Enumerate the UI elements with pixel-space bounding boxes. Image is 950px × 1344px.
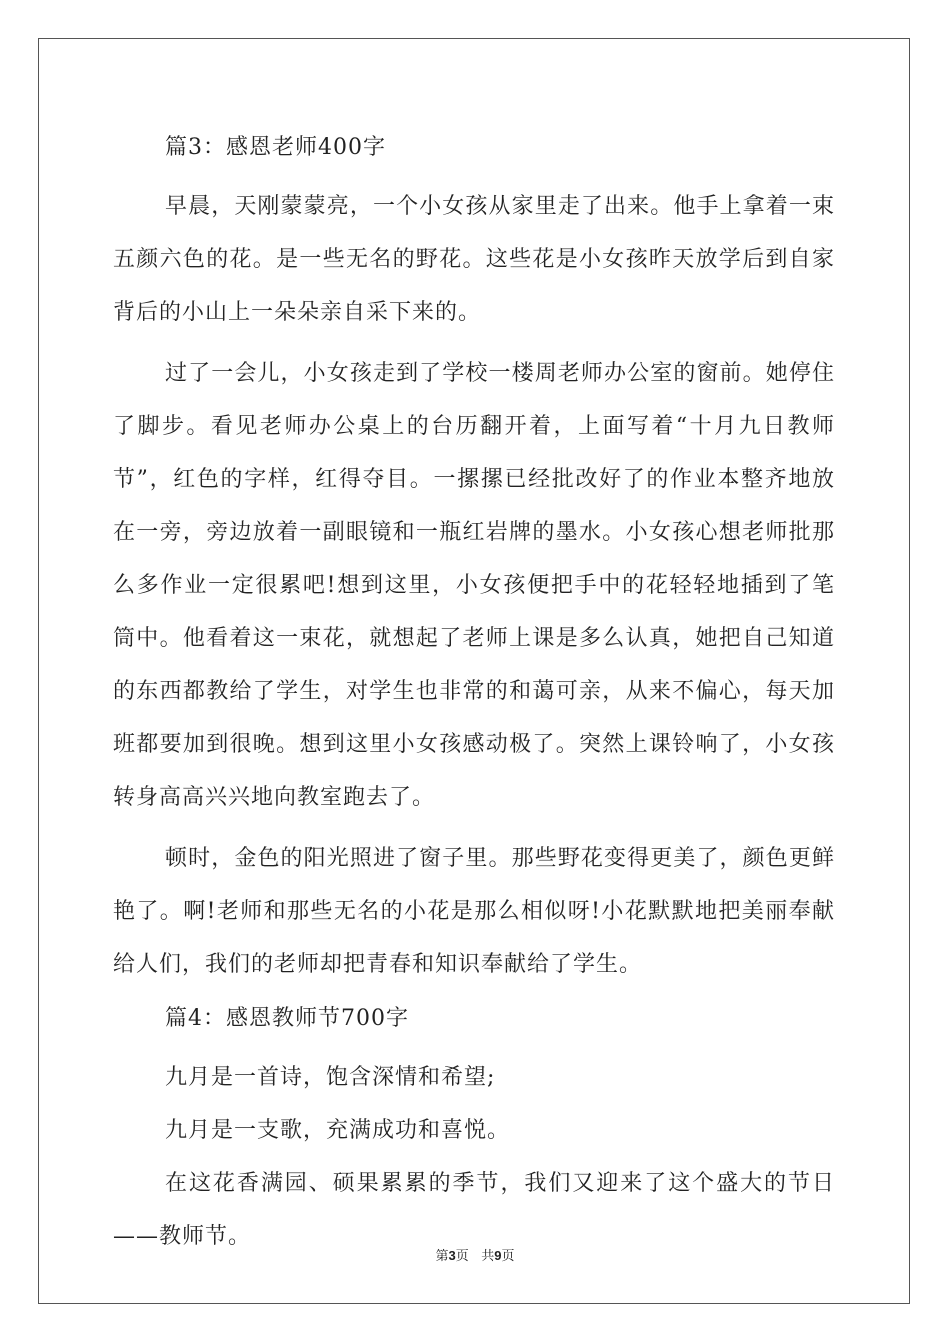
- footer-page-number: 3: [448, 1248, 456, 1263]
- section-4-paragraph-2: 九月是一支歌，充满成功和喜悦。: [165, 1118, 511, 1143]
- section-3-paragraph-1: 早晨，天刚蒙蒙亮，一个小女孩从家里走了出来。他手上拿着一束五颜六色的花。是一些无名的野花。这些花是小女孩昨天放学后到自家背后的小山上一朵朵亲自采下来的。: [113, 194, 835, 325]
- footer-page-suffix: 页: [455, 1249, 469, 1264]
- footer-total-prefix: 共: [481, 1249, 495, 1264]
- section-4-heading: 篇4：感恩教师节700字: [165, 1006, 409, 1031]
- footer-prefix: 第: [435, 1249, 449, 1264]
- footer-total-pages: 9: [494, 1248, 502, 1263]
- section-4-paragraph-1: 九月是一首诗，饱含深情和希望;: [165, 1065, 496, 1090]
- document-body: [113, 128, 835, 1263]
- section-3-paragraph-2: 过了一会儿，小女孩走到了学校一楼周老师办公室的窗前。她停住了脚步。看见老师办公桌上的台历翻开着，上面写着“十月九日教师节”，红色的字样，红得夺目。一摞摞已经批改好了的作业本整齐地放在一旁，旁边放着一副眼镜和一瓶红岩牌的墨水。小女孩心想老师批那么多作业一定很累吧!想到这里，小女孩便把手中的花轻轻地插到了笔筒中。他看着这一束花，就想起了老师上课是多么认真，她把自己知道的东西都教给了学生，对学生也非常的和蔼可亲，从来不偏心，每天加班都要加到很晚。想到这里小女孩感动极了。突然上课铃响了，小女孩转身高高兴兴地向教室跑去了。: [113, 361, 835, 810]
- page-footer: [0, 1245, 950, 1264]
- section-3-heading: 篇3：感恩老师400字: [165, 135, 386, 160]
- footer-total-suffix: 页: [501, 1249, 515, 1264]
- section-4-paragraph-3: 在这花香满园、硕果累累的季节，我们又迎来了这个盛大的节日——教师节。: [113, 1171, 835, 1249]
- section-3-paragraph-3: 顿时，金色的阳光照进了窗子里。那些野花变得更美了，颜色更鲜艳了。啊!老师和那些无名的小花是那么相似呀!小花默默地把美丽奉献给人们，我们的老师却把青春和知识奉献给了学生。: [113, 846, 835, 977]
